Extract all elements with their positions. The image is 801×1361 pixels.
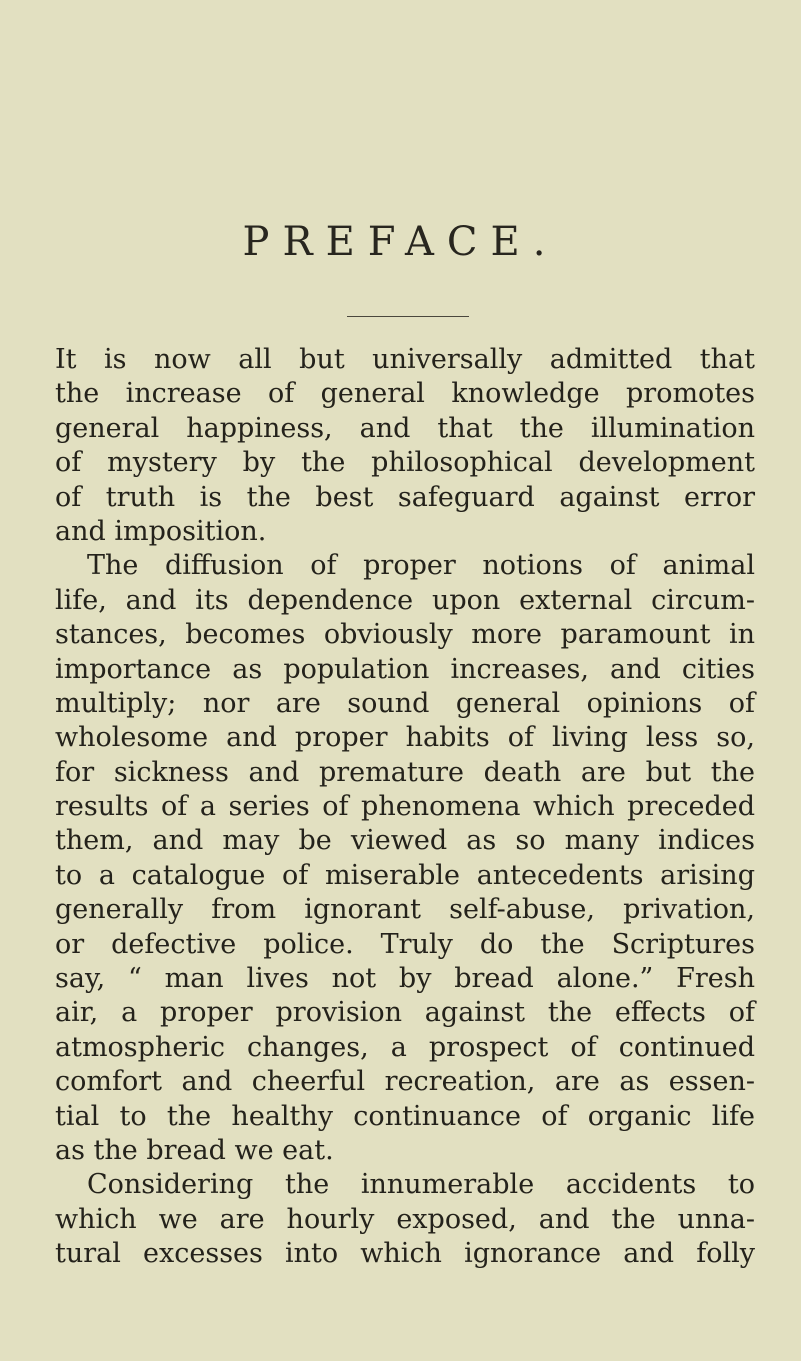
title-divider: [347, 316, 469, 317]
text-line: wholesome and proper habits of living less so,: [55, 722, 755, 754]
text-line: them, and may be viewed as so many indices: [55, 825, 755, 857]
text-line: or defective police. Truly do the Scriptures: [55, 928, 755, 960]
text-line: results of a series of phenomena which preceded: [55, 791, 755, 823]
text-line: air, a proper provision against the effects of: [55, 997, 755, 1029]
text-line: of mystery by the philosophical development: [55, 447, 755, 479]
text-line: as the bread we eat.: [55, 1134, 334, 1166]
text-line: tural excesses into which ignorance and folly: [55, 1238, 755, 1270]
text-line: comfort and cheerful recreation, are as essen-: [55, 1066, 755, 1098]
body-text: [55, 343, 755, 1272]
text-line: general happiness, and that the illumination: [55, 412, 755, 444]
text-line: tial to the healthy continuance of organic life: [55, 1100, 755, 1132]
text-line: the increase of general knowledge promotes: [55, 378, 755, 410]
text-line: to a catalogue of miserable antecedents arising: [55, 859, 755, 891]
text-line: It is now all but universally admitted that: [55, 344, 755, 375]
text-line: The diffusion of proper notions of animal: [87, 550, 755, 582]
text-line: say, “ man lives not by bread alone.” Fresh: [55, 963, 755, 995]
text-line: stances, becomes obviously more paramount in: [55, 619, 755, 651]
page-title: PREFACE.: [242, 219, 559, 265]
text-line: of truth is the best safeguard against error: [55, 481, 755, 513]
text-line: life, and its dependence upon external circum-: [55, 584, 755, 616]
text-line: multiply; nor are sound general opinions of: [55, 687, 755, 719]
text-line: Considering the innumerable accidents to: [87, 1169, 755, 1201]
text-line: importance as population increases, and cities: [55, 653, 755, 685]
text-line: atmospheric changes, a prospect of continued: [55, 1031, 755, 1063]
text-line: for sickness and premature death are but the: [55, 756, 755, 788]
text-line: which we are hourly exposed, and the unna-: [55, 1203, 755, 1235]
text-line: and imposition.: [55, 515, 267, 547]
text-line: generally from ignorant self-abuse, privation,: [55, 894, 755, 926]
